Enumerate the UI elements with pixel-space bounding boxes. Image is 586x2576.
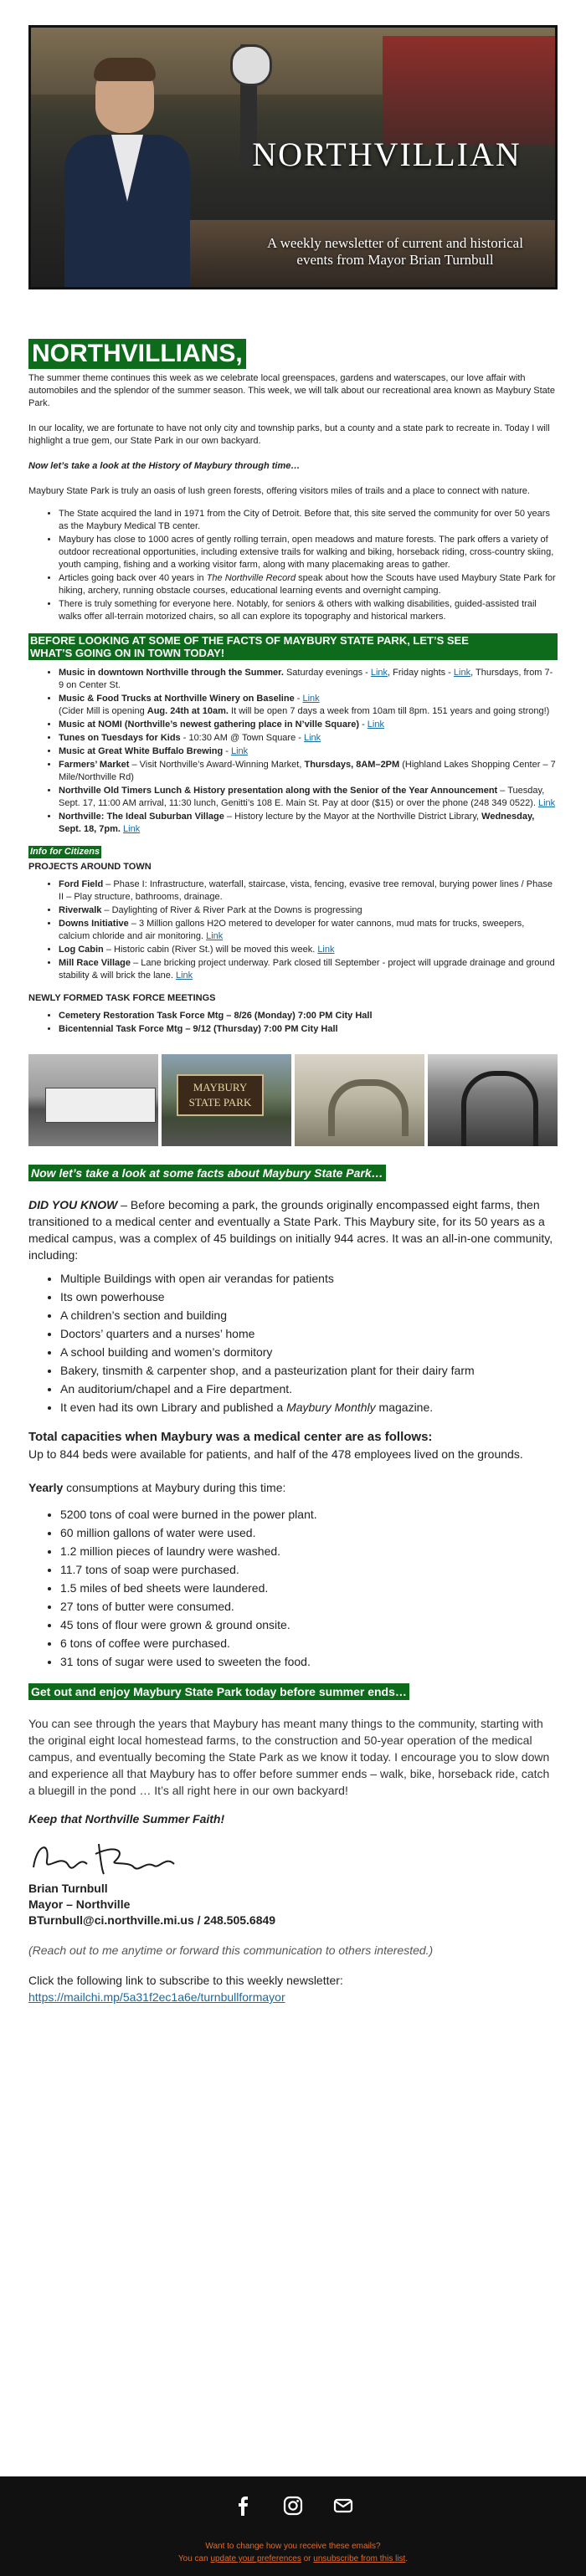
- event-link[interactable]: Link: [230, 746, 249, 756]
- signature-scribble: [28, 1836, 196, 1879]
- capacity-text: Up to 844 beds were available for patients, and half of the 478 employees lived on the grounds.: [28, 1447, 523, 1461]
- mayor-portrait: [64, 61, 190, 287]
- subscribe-text: Click the following link to subscribe to this weekly newsletter:: [28, 1974, 343, 1987]
- email-icon[interactable]: [332, 2495, 354, 2517]
- history-intro: Maybury State Park is truly an oasis of lush green forests, offering visitors miles of trails and a place to connect with nature.: [28, 486, 530, 496]
- park-sign-photo: [162, 1054, 291, 1146]
- sign-name: Brian Turnbull: [28, 1882, 108, 1895]
- list-item: • Northville Old Timers Lunch & History presentation along with the Senior of the Year Announcement – Tuesday, Sept. 17, 11:00 AM arrival, 11:30 lunch, Genitti’s 108 E. Main St. Pay at door ($15) or over the phone (248 349 0522). Link: [59, 785, 558, 810]
- footer-preferences-text: Want to change how you receive these emails?: [205, 2542, 381, 2551]
- sign-title: Mayor – Northville: [28, 1897, 131, 1911]
- list-item: • There is truly something for everyone here. Notably, for seniors & others with walking disabilities, guided-assisted trail walks offer all-terrain motorized chairs, so all can explore its topography and historical markers.: [59, 598, 558, 623]
- events-list: [28, 667, 558, 836]
- enjoy-banner: Get out and enjoy Maybury State Park today before summer ends…: [28, 1683, 409, 1700]
- projects-heading: PROJECTS AROUND TOWN: [28, 862, 152, 872]
- yearly-heading: Yearly consumptions at Maybury during this time:: [28, 1481, 286, 1494]
- faith-line: Keep that Northville Summer Faith!: [28, 1812, 225, 1826]
- list-item: • It even had its own Library and published a Maybury Monthly magazine.: [60, 1399, 558, 1416]
- intro-paragraph-2: In our locality, we are fortunate to have not only city and township parks, but a county and a state park to recreate in. Today I will highlight a true gem, our State Park in our own backyard.: [28, 423, 550, 446]
- project-link[interactable]: Link: [206, 931, 224, 941]
- event-link[interactable]: Link: [453, 668, 471, 678]
- list-item: • Cemetery Restoration Task Force Mtg – 8/26 (Monday) 7:00 PM City Hall: [59, 1010, 558, 1022]
- building-awning: [383, 36, 558, 145]
- list-item: • Multiple Buildings with open air verandas for patients: [60, 1270, 558, 1287]
- taskforce-heading: NEWLY FORMED TASK FORCE MEETINGS: [28, 993, 216, 1003]
- facts-banner: Now let’s take a look at some facts about Maybury State Park…: [28, 1165, 386, 1181]
- list-item: • 1.2 million pieces of laundry were washed.: [60, 1543, 558, 1559]
- list-item: • 27 tons of butter were consumed.: [60, 1598, 558, 1615]
- newsletter-body: [28, 339, 558, 2005]
- list-item: • Bakery, tinsmith & carpenter shop, and a pasteurization plant for their dairy farm: [60, 1362, 558, 1379]
- did-you-know-paragraph: DID YOU KNOW – Before becoming a park, the grounds originally encompassed eight farms, then transitioned to a medical center and eventually a State Park. This Maybury site, for its 50 years as a medical campus, was a complex of 45 buildings on initially 944 acres. It was an all-in-one community, including:: [28, 1198, 553, 1262]
- list-item: • 11.7 tons of soap were purchased.: [60, 1561, 558, 1578]
- history-heading: Now let’s take a look at the History of Maybury through time…: [28, 461, 301, 471]
- update-preferences-link[interactable]: update your preferences: [210, 2554, 301, 2563]
- greeting-heading: NORTHVILLIANS,: [28, 339, 246, 369]
- yearly-list: [28, 1506, 558, 1670]
- event-link[interactable]: Link: [123, 824, 141, 834]
- list-item: • Articles going back over 40 years in The Northville Record speak about how the Scouts have used Maybury State Park for hiking, archery, running obstacle courses, educational learning events and overnight camping.: [59, 572, 558, 597]
- reach-out-note: (Reach out to me anytime or forward this communication to others interested.): [28, 1944, 434, 1957]
- list-item: • Tunes on Tuesdays for Kids - 10:30 AM @ Town Square - Link: [59, 732, 558, 745]
- list-item: • A children’s section and building: [60, 1307, 558, 1324]
- projects-list: [28, 878, 558, 982]
- instagram-icon[interactable]: [282, 2495, 304, 2517]
- list-item: • Music at Great White Buffalo Brewing - Link: [59, 745, 558, 758]
- list-item: • 6 tons of coffee were purchased.: [60, 1635, 558, 1652]
- park-sign: MAYBURY STATE PARK: [177, 1074, 264, 1116]
- list-item: • Its own powerhouse: [60, 1288, 558, 1305]
- list-item: • 5200 tons of coal were burned in the power plant.: [60, 1506, 558, 1523]
- events-banner: BEFORE LOOKING AT SOME OF THE FACTS OF MAYBURY STATE PARK, LET’S SEE WHAT’S GOING ON IN TOWN TODAY!: [28, 633, 558, 660]
- closing-paragraph: You can see through the years that Maybury has meant many things to the community, starting with the original eight local homestead farms, to the construction and 50-year operation of the medical campus, and eventually becoming the State Park as we know it today. I encourage you to slow down and experience all that Maybury has to offer before summer ends – walk, bike, horseback ride, catch a bluegill in the pond … It’s all right here in our own backyard!: [28, 1717, 550, 1797]
- list-item: • 45 tons of flour were grown & ground onsite.: [60, 1616, 558, 1633]
- list-item: • Music & Food Trucks at Northville Winery on Baseline - Link (Cider Mill is opening Aug. 24th at 10am. It will be open 7 days a week from 10am till 8pm. 151 years and going strong!): [59, 693, 558, 718]
- list-item: • Music in downtown Northville through the Summer. Saturday evenings - Link, Friday nights - Link, Thursdays, from 7-9 on Center St.: [59, 667, 558, 692]
- capacity-heading: Total capacities when Maybury was a medical center are as follows:: [28, 1430, 433, 1444]
- social-icons: [0, 2476, 586, 2535]
- clock-face: [230, 44, 272, 86]
- info-label: Info for Citizens: [30, 847, 100, 857]
- photo-strip: [28, 1054, 558, 1146]
- list-item: • 60 million gallons of water were used.: [60, 1524, 558, 1541]
- list-item: • Downs Initiative – 3 Million gallons H2O metered to developer for water cannons, mud mats for trucks, sweepers, calcium chloride and air monitoring. Link: [59, 918, 558, 943]
- header-banner: [28, 25, 558, 289]
- facebook-icon[interactable]: [232, 2495, 254, 2517]
- history-list: [28, 508, 558, 623]
- event-link[interactable]: Link: [304, 733, 321, 743]
- footer-links-line: You can update your preferences or unsubscribe from this list.: [177, 2554, 409, 2563]
- trail-arch-photo: [428, 1054, 558, 1146]
- newsletter-title: NORTHVILLIAN: [252, 136, 522, 173]
- list-item: • Farmers’ Market – Visit Northville’s Award-Winning Market, Thursdays, 8AM–2PM (Highland Lakes Shopping Center – 7 Mile/Northville Rd): [59, 759, 558, 784]
- sign-contact: BTurnbull@ci.northville.mi.us / 248.505.6849: [28, 1913, 276, 1927]
- unsubscribe-link[interactable]: unsubscribe from this list: [313, 2554, 406, 2563]
- footer: [0, 2476, 586, 2576]
- park-entrance-photo: [295, 1054, 424, 1146]
- list-item: • Log Cabin – Historic cabin (River St.) will be moved this week. Link: [59, 944, 558, 956]
- event-link[interactable]: Link: [370, 668, 388, 678]
- newsletter-subtitle: A weekly newsletter of current and historical events from Mayor Brian Turnbull: [267, 235, 523, 268]
- list-item: • Northville: The Ideal Suburban Village – History lecture by the Mayor at the Northville District Library, Wednesday, Sept. 18, 7pm. Link: [59, 811, 558, 836]
- subscribe-link[interactable]: https://mailchi.mp/5a31f2ec1a6e/turnbullformayor: [28, 1990, 285, 2004]
- project-link[interactable]: Link: [176, 970, 193, 981]
- list-item: • 1.5 miles of bed sheets were laundered.: [60, 1580, 558, 1596]
- event-link[interactable]: Link: [367, 720, 384, 730]
- event-link[interactable]: Link: [302, 694, 320, 704]
- list-item: • Music at NOMI (Northville’s newest gathering place in N’ville Square) - Link: [59, 719, 558, 731]
- list-item: • Mill Race Village – Lane bricking project underway. Park closed till September - project will upgrade drainage and ground stability & will brick the lane. Link: [59, 957, 558, 982]
- list-item: • A school building and women’s dormitory: [60, 1344, 558, 1360]
- list-item: • Ford Field – Phase I: Infrastructure, waterfall, staircase, vista, fencing, evasive tree removal, burying power lines / Phase II – Play structure, bathrooms, drainage.: [59, 878, 558, 904]
- signature: [28, 1836, 558, 1879]
- historic-building-photo: [28, 1054, 158, 1146]
- campus-list: [28, 1270, 558, 1416]
- list-item: • Riverwalk – Daylighting of River & River Park at the Downs is progressing: [59, 904, 558, 917]
- list-item: • 31 tons of sugar were used to sweeten the food.: [60, 1653, 558, 1670]
- list-item: • Bicentennial Task Force Mtg – 9/12 (Thursday) 7:00 PM City Hall: [59, 1023, 558, 1036]
- list-item: • Maybury has close to 1000 acres of gently rolling terrain, open meadows and mature forests. The park offers a variety of outdoor recreational opportunities, including extensive trails for walking and biking, horseback riding, cross-country skiing, youth camping, fishing and a working visitor farm, along with many placemaking areas to gather.: [59, 534, 558, 571]
- list-item: • Doctors’ quarters and a nurses’ home: [60, 1325, 558, 1342]
- project-link[interactable]: Link: [317, 945, 335, 955]
- facts-section: [28, 1165, 558, 2005]
- list-item: • An auditorium/chapel and a Fire department.: [60, 1380, 558, 1397]
- signature-block: [28, 1881, 558, 1928]
- event-link[interactable]: Link: [537, 798, 556, 808]
- taskforce-list: [28, 1010, 558, 1036]
- list-item: • The State acquired the land in 1971 from the City of Detroit. Before that, this site served the community for over 50 years as the Maybury Medical TB center.: [59, 508, 558, 533]
- intro-paragraph-1: The summer theme continues this week as we celebrate local greenspaces, gardens and waterscapes, our love affair with automobiles and the splendor of the summer season. This week, we will talk about our recreational area known as Maybury State Park.: [28, 373, 555, 408]
